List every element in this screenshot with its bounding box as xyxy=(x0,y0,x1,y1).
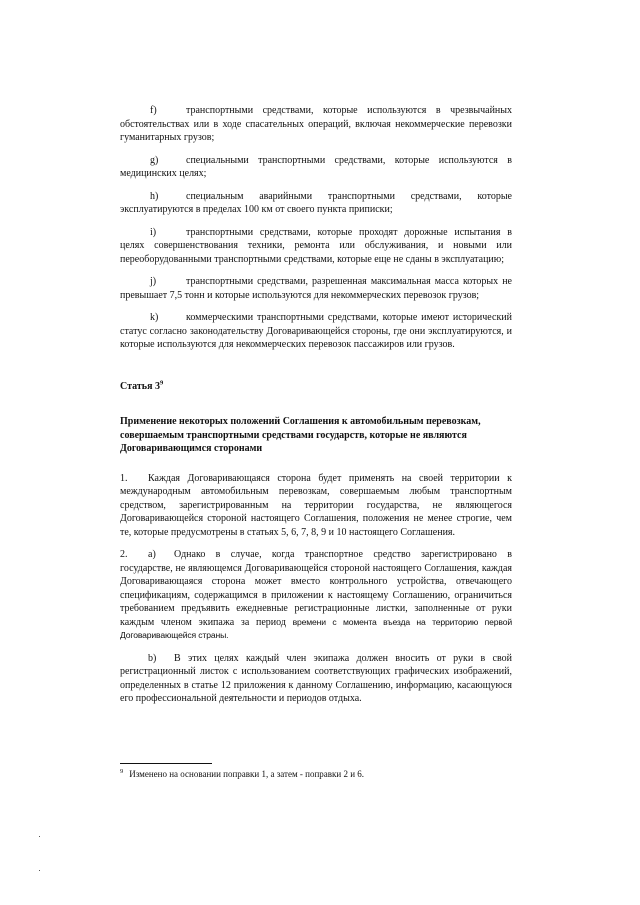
paragraph-text: Каждая Договаривающаяся сторона будет применять на своей территории к международным автомобильным перевозкам, совершаемым любым транспортным средством, зарегистрированным на территории государства, не являющегося Договаривающейся стороной настоящего Соглашения, положения не менее строгие, чем те, которые предусмотрены в статьях 5, 6, 7, 8, 9 и 10 настоящего Соглашения. xyxy=(120,472,512,538)
list-item-h xyxy=(120,190,512,217)
footnote-ref: 9 xyxy=(159,379,164,387)
footnote-text: Изменено на основании поправки 1, а затем - поправки 2 и 6. xyxy=(129,769,365,779)
list-item-f xyxy=(120,104,512,145)
list-item-k xyxy=(120,311,512,352)
item-text: коммерческими транспортными средствами, которые имеют исторический статус согласно законодательству Договаривающейся стороны, где они эксплуатируются, и которые используются для некоммерческих перевозок пассажиров или грузов. xyxy=(120,312,512,350)
scan-speck xyxy=(39,870,40,871)
subparagraph-marker: a) xyxy=(148,549,156,560)
paragraph-2b xyxy=(120,652,512,706)
paragraph-number: 1. xyxy=(120,472,128,484)
paragraph-2a xyxy=(120,548,512,643)
footnote-marker: 9 xyxy=(120,768,124,775)
article-heading-text: Статья 3 xyxy=(120,380,160,392)
paragraph-number: 2. xyxy=(120,549,128,560)
item-marker: j) xyxy=(150,276,157,287)
item-marker: i) xyxy=(150,226,157,238)
list-item-g xyxy=(120,154,512,181)
item-text: транспортными средствами, которые проходят дорожные испытания в целях совершенствования техники, ремонта или обслуживания, и новыми или переоборудованными транспортными средствами, которые еще не сданы в эксплуатацию; xyxy=(120,226,512,265)
item-text: специальными транспортными средствами, которые используются в медицинских целях; xyxy=(120,154,512,179)
item-text: транспортными средствами, которые используются в чрезвычайных обстоятельствах или в ходе спасательных операций, включая некоммерческие перевозки гуманитарных грузов; xyxy=(120,105,512,143)
list-item-i xyxy=(120,226,512,267)
footnote-divider xyxy=(120,763,212,764)
list-item-j xyxy=(120,275,512,302)
subparagraph-marker: b) xyxy=(148,652,157,664)
item-marker: g) xyxy=(150,154,159,166)
item-text: транспортными средствами, разрешенная максимальная масса которых не превышает 7,5 тонн и которые используются для некоммерческих перевозок грузов; xyxy=(120,276,512,301)
article-title: Применение некоторых положений Соглашения к автомобильным перевозкам, совершаемым транспортными средствами государств, которые не являются Договаривающимся сторонами xyxy=(120,416,481,454)
paragraph-1 xyxy=(120,472,512,540)
paragraph-text: Однако в случае, когда транспортное средство зарегистрировано в государстве, не являющемся Договаривающейся стороной настоящего Соглашения, каждая Договаривающаяся сторона может вместо контрольного устройства, отвечающего спецификациям, содержащимся в приложении к настоящему Соглашению, ограничиться требованием предъявить ежедневные регистрационные листки, заполненные от руки каждым членом экипажа за период xyxy=(120,549,512,628)
item-marker: h) xyxy=(150,190,159,202)
scan-speck xyxy=(39,836,40,837)
item-marker: f) xyxy=(150,105,157,116)
paragraph-text: В этих целях каждый член экипажа должен вносить от руки в свой регистрационный листок с использованием соответствующих графических изображений, определенных в статье 12 приложения к данному Соглашению, информацию, касающуюся его профессиональной деятельности и периодов отдыха. xyxy=(120,652,512,704)
footnote xyxy=(120,768,512,782)
article-heading xyxy=(120,380,512,394)
page-content xyxy=(120,104,512,715)
paragraph-text-tail: времени с момента въезда на территорию первой Договаривающейся страны. xyxy=(120,616,513,640)
item-marker: k) xyxy=(150,312,159,323)
item-text: специальным аварийными транспортными средствами, которые эксплуатируются в пределах 100 км от своего пункта приписки; xyxy=(120,190,512,215)
